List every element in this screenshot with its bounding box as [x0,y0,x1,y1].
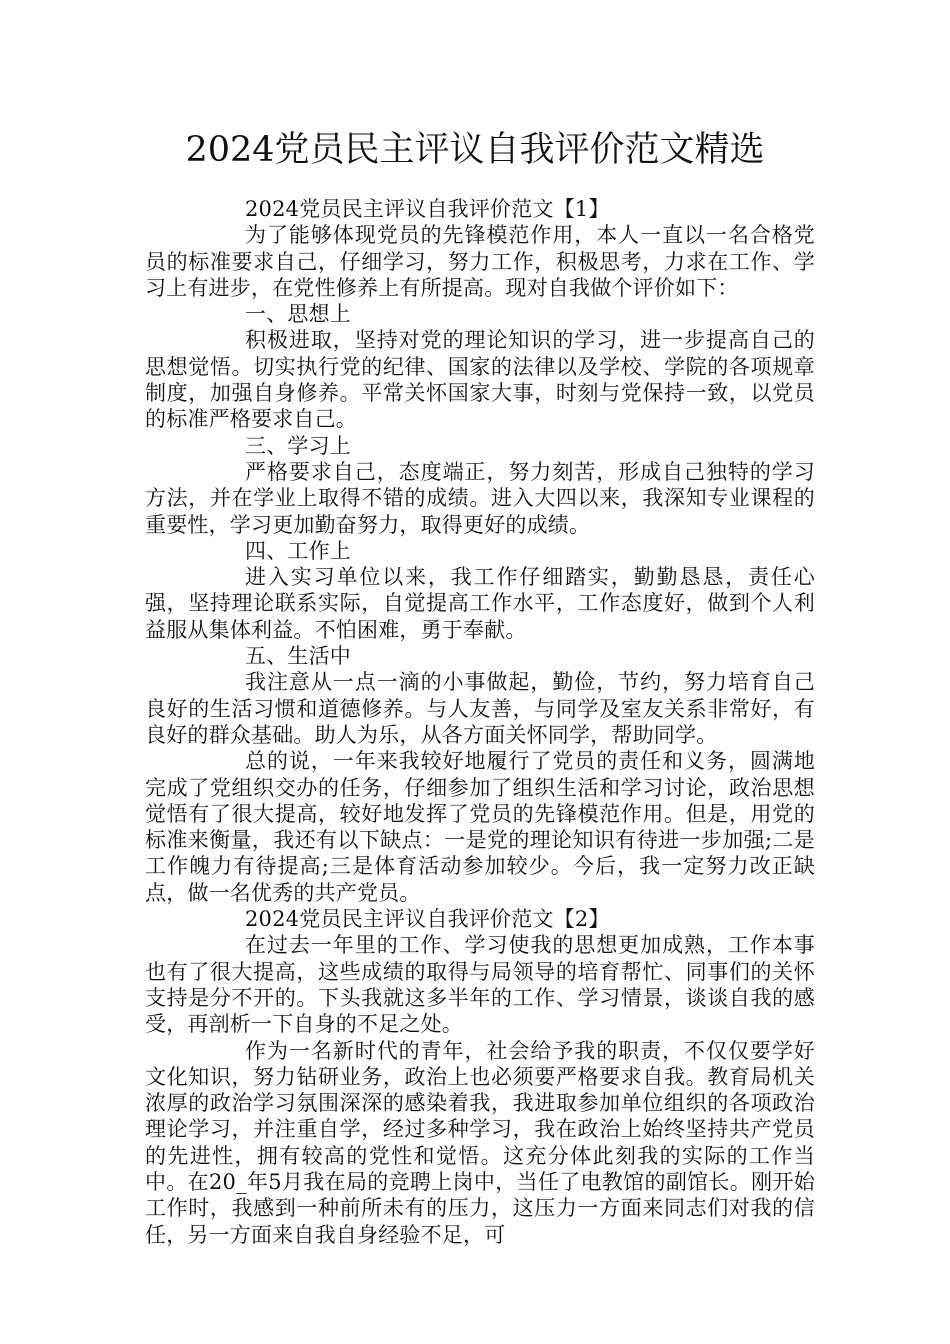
document-title: 2024党员民主评议自我评价范文精选 [185,130,765,170]
paragraph-summary: 总的说，一年来我较好地履行了党员的责任和义务，圆满地完成了党组织交办的任务，仔细参加了组织生活和学习讨论，政治思想觉悟有了很大提高，较好地发挥了党员的先锋模范作用。但是，用党的标准来衡量，我还有以下缺点：一是党的理论知识有待进一步加强;二是工作魄力有待提高;三是体育活动参加较少。今后，我一定努力改正缺点，做一名优秀的共产党员。 [145,749,815,905]
document-body [145,196,815,1248]
subheading-work: 四、工作上 [245,538,351,563]
section-heading-2: 2024党员民主评议自我评价范文【2】 [245,907,610,932]
subheading-study: 三、学习上 [245,433,351,458]
paragraph-intro: 为了能够体现党员的先锋模范作用，本人一直以一名合格党员的标准要求自己，仔细学习，努力工作，积极思考，力求在工作、学习上有进步，在党性修养上有所提高。现对自我做个评价如下： [145,223,815,300]
paragraph-political: 作为一名新时代的青年，社会给予我的职责，不仅仅要学好文化知识，努力钻研业务，政治上也必须要严格要求自我。教育局机关浓厚的政治学习氛围深深的感染着我，我进取参加单位组织的各项政治理论学习，并注重自学，经过多种学习，我在政治上始终坚持共产党员的先进性，拥有较高的党性和觉悟。这充分体此刻我的实际的工作当中。在20_年5月我在局的竞聘上岗中，当任了电教馆的副馆长。刚开始工作时，我感到一种前所未有的压力，这压力一方面来同志们对我的信任，另一方面来自我自身经验不足，可 [145,1038,815,1247]
paragraph-work: 进入实习单位以来，我工作仔细踏实，勤勤恳恳，责任心强，坚持理论联系实际，自觉提高工作水平，工作态度好，做到个人利益服从集体利益。不怕困难，勇于奉献。 [145,565,815,642]
section-heading-1: 2024党员民主评议自我评价范文【1】 [245,197,610,221]
subheading-life: 五、生活中 [245,644,351,669]
paragraph-thought: 积极进取，坚持对党的理论知识的学习，进一步提高自己的思想觉悟。切实执行党的纪律、国家的法律以及学校、学院的各项规章制度，加强自身修养。平常关怀国家大事，时刻与党保持一致，以党员的标准严格要求自己。 [145,328,815,432]
paragraph-reflection: 在过去一年里的工作、学习使我的思想更加成熟，工作本事也有了很大提高，这些成绩的取得与局领导的培育帮忙、同事们的关怀支持是分不开的。下头我就这多半年的工作、学习情景，谈谈自我的感受，再剖析一下自身的不足之处。 [145,933,815,1037]
paragraph-life: 我注意从一点一滴的小事做起，勤俭，节约，努力培育自己良好的生活习惯和道德修养。与人友善，与同学及室友关系非常好，有良好的群众基础。助人为乐，从各方面关怀同学，帮助同学。 [145,670,815,747]
paragraph-study: 严格要求自己，态度端正，努力刻苦，形成自己独特的学习方法，并在学业上取得不错的成绩。进入大四以来，我深知专业课程的重要性，学习更加勤奋努力，取得更好的成绩。 [145,459,815,537]
subheading-thought: 一、思想上 [245,302,351,327]
